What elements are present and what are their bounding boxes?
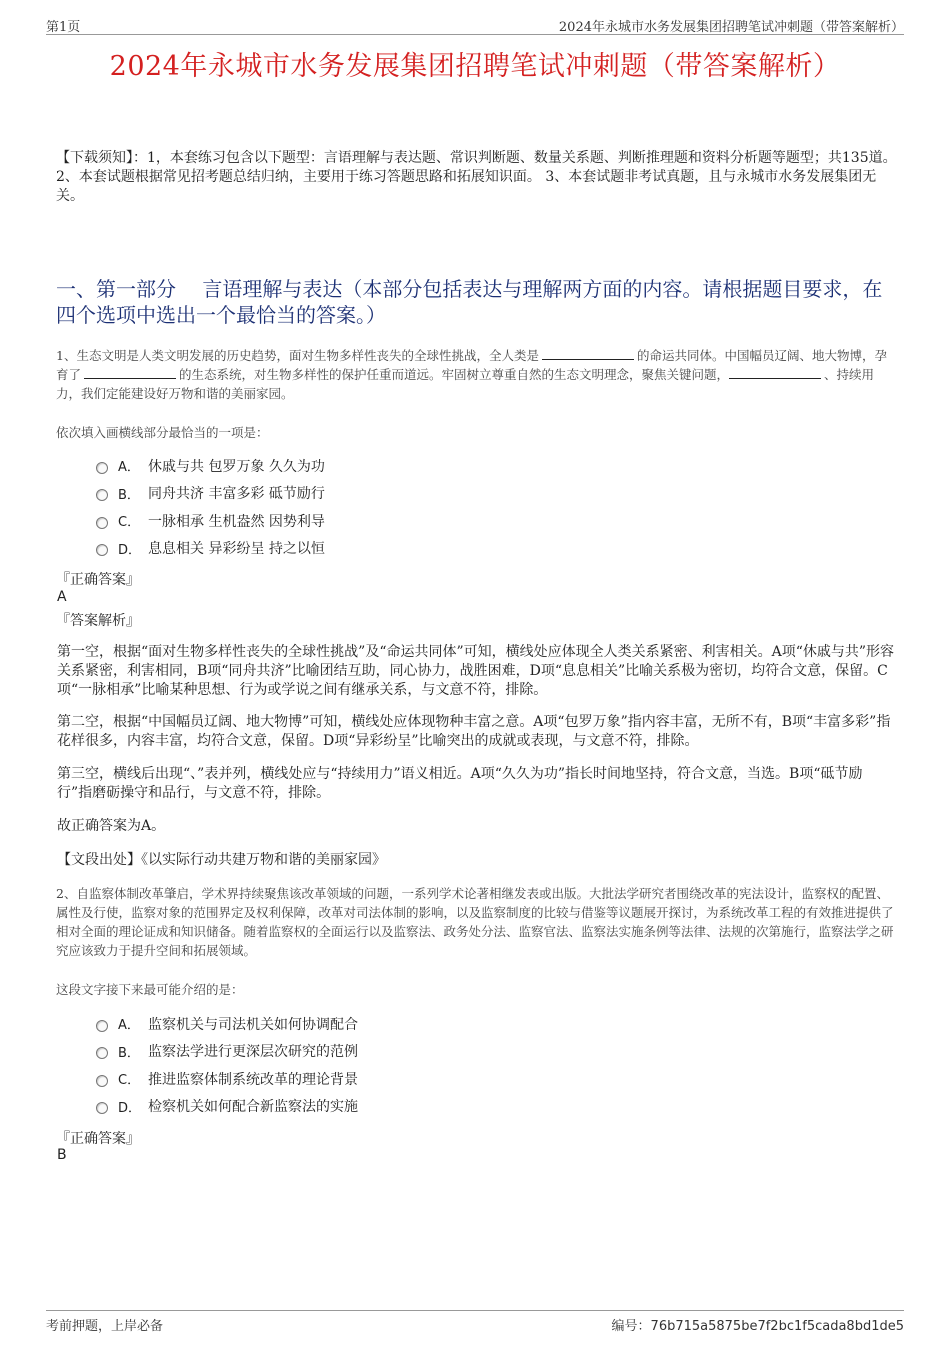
- download-notice: 【下载须知】：1，本套练习包含以下题型：言语理解与表达题、常识判断题、数量关系题、判断推理题和资料分析题等题型；共135道。 2、本套试题根据常见招考题总结归纳，主要用于练习答题思路和拓展知识面。 3、本套试题非考试真题，且与永城市水务发展集团无关。: [56, 150, 897, 204]
- analysis-label: 『答案解析』: [56, 613, 140, 629]
- section-heading: 一、第一部分 言语理解与表达（本部分包括表达与理解两方面的内容。请根据题目要求，在四个选项中选出一个最恰当的答案。）: [56, 277, 883, 327]
- answer-label: 『正确答案』: [56, 572, 140, 588]
- radio-icon[interactable]: [96, 1047, 108, 1059]
- blank-2: [84, 366, 176, 379]
- option-c[interactable]: C． 一脉相承 生机盎然 因势利导: [96, 507, 796, 535]
- analysis-paragraph-1: 第一空，根据“面对生物多样性丧失的全球性挑战”及“命运共同体”可知，横线处应体现全人类关系紧密、利害相关。A项“休戚与共”形容关系紧密，利害相同，B项“同舟共济”比喻团结互助，同心协力，战胜困难，D项“息息相关”比喻关系极为密切，均符合文意，保留。C项“一脉相承”比喻某种思想、行为或学说之间有继承关系，与文意不符，排除。: [57, 644, 895, 698]
- question-1-part4: 、持续用力，我们定能建设好万物和谐的美丽家园。: [56, 367, 875, 401]
- footer-code-label: 编号：: [611, 1319, 651, 1334]
- footer-slogan: 考前押题，上岸必备: [46, 1319, 164, 1334]
- document-title: 2024年永城市水务发展集团招聘笔试冲刺题（带答案解析）: [109, 51, 841, 82]
- question-1-part3: 的生态系统，对生物多样性的保护任重而道远。牢固树立尊重自然的生态文明理念，聚焦关键问题，: [179, 367, 730, 382]
- footer-code: [612, 1315, 904, 1334]
- answer-value: A: [57, 589, 67, 605]
- radio-icon[interactable]: [96, 544, 108, 556]
- option-d[interactable]: D． 息息相关 异彩纷呈 持之以恒: [96, 535, 796, 563]
- question-1-options: [96, 452, 796, 562]
- question-2-prompt: 这段文字接下来最可能介绍的是：: [56, 982, 244, 997]
- analysis-paragraph-2: 第二空，根据“中国幅员辽阔、地大物博”可知，横线处应体现物种丰富之意。A项“包罗万象”指内容丰富，无所不有，B项“丰富多彩”指花样很多，内容丰富，均符合文意，保留。D项“异彩纷呈”比喻突出的成就或表现，与文意不符，排除。: [57, 714, 891, 749]
- page-footer: [46, 1310, 904, 1333]
- analysis-conclusion: 故正确答案为A。: [57, 818, 166, 834]
- blank-3: [729, 366, 821, 379]
- header-doc-name: 2024年永城市水务发展集团招聘笔试冲刺题（带答案解析）: [558, 20, 904, 35]
- option-a[interactable]: A． 监察机关与司法机关如何协调配合: [96, 1010, 796, 1038]
- radio-icon[interactable]: [96, 489, 108, 501]
- option-c[interactable]: C． 推进监察体制系统改革的理论背景: [96, 1065, 796, 1093]
- blank-1: [542, 347, 634, 360]
- option-d[interactable]: D． 检察机关如何配合新监察法的实施: [96, 1093, 796, 1121]
- question-1-prompt: 依次填入画横线部分最恰当的一项是：: [56, 425, 269, 440]
- page-header: [46, 14, 904, 35]
- answer-label: 『正确答案』: [56, 1131, 140, 1147]
- option-b[interactable]: B． 监察法学进行更深层次研究的范例: [96, 1038, 796, 1066]
- question-1-part1: 1、生态文明是人类文明发展的历史趋势，面对生物多样性丧失的全球性挑战，全人类是: [56, 348, 539, 363]
- answer-value: B: [57, 1147, 67, 1163]
- question-1-text: [56, 346, 898, 403]
- radio-icon[interactable]: [96, 462, 108, 474]
- question-2-options: [96, 1010, 796, 1120]
- radio-icon[interactable]: [96, 517, 108, 529]
- source-reference: 【文段出处】《以实际行动共建万物和谐的美丽家园》: [57, 852, 386, 868]
- option-a[interactable]: A． 休戚与共 包罗万象 久久为功: [96, 452, 796, 480]
- analysis-paragraph-3: 第三空，横线后出现“、”表并列，横线处应与“持续用力”语义相近。A项“久久为功”指长时间地坚持，符合文意，当选。B项“砥节励行”指磨砺操守和品行，与文意不符，排除。: [57, 766, 863, 801]
- footer-code-value: 76b715a5875be7f2bc1f5cada8bd1de5: [650, 1319, 904, 1334]
- radio-icon[interactable]: [96, 1075, 108, 1087]
- radio-icon[interactable]: [96, 1102, 108, 1114]
- question-1-part2: 的命运共同体。中国幅员辽阔、地大物博，孕育了: [56, 348, 887, 382]
- question-2-text: 2、自监察体制改革肇启，学术界持续聚焦该改革领域的问题，一系列学术论著相继发表或出版。大批法学研究者围绕改革的宪法设计，监察权的配置、属性及行使，监察对象的范围界定及权利保障，改革对司法体制的影响，以及监察制度的比较与借鉴等议题展开探讨，为系统改革工程的有效推进提供了相对全面的理论证成和知识储备。随着监察权的全面运行以及监察法、政务处分法、监察官法、监察法实施条例等法律、法规的次第施行，监察法学之研究应该致力于提升空间和拓展领域。: [56, 886, 894, 958]
- option-b[interactable]: B． 同舟共济 丰富多彩 砥节励行: [96, 480, 796, 508]
- radio-icon[interactable]: [96, 1020, 108, 1032]
- page-number: 第1页: [46, 20, 81, 35]
